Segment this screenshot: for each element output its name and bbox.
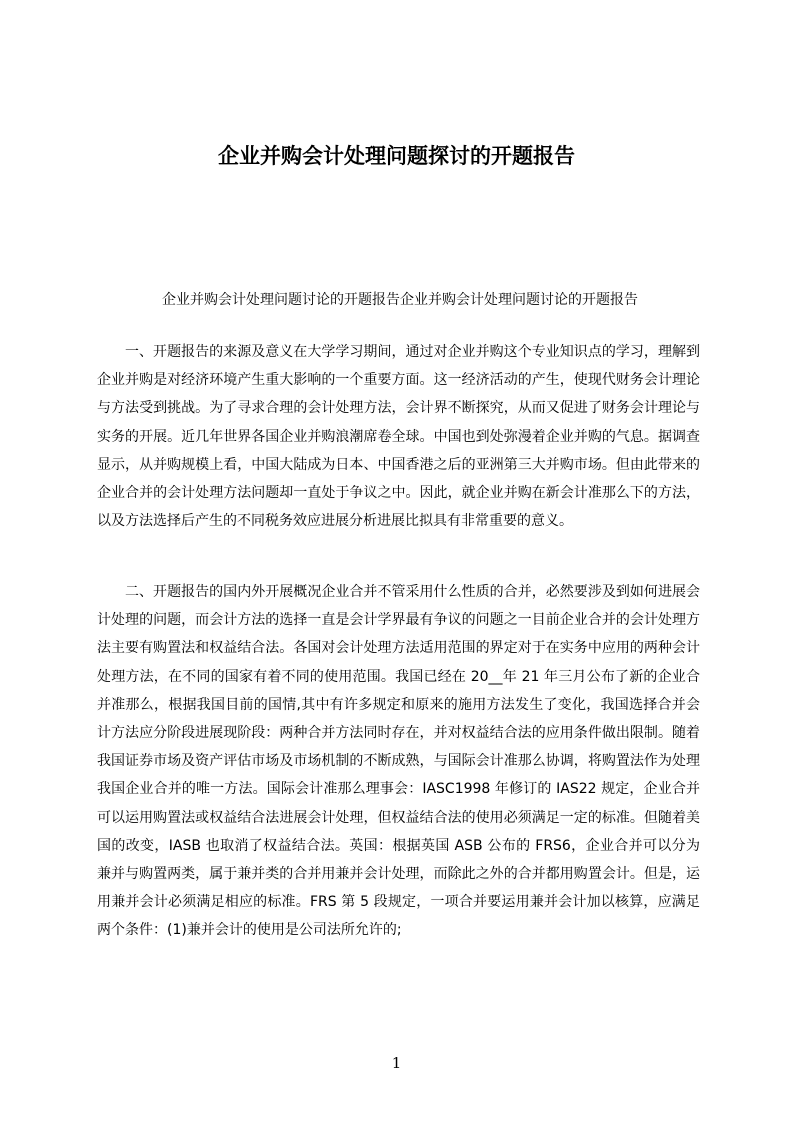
paragraph-domestic-and-foreign-overview: 二、开题报告的国内外开展概况企业合并不管采用什么性质的合并，必然要涉及到如何进展会计处理的问题，而会计方法的选择一直是会计学界最有争议的问题之一目前企业合并的会计处理方法主要有购置法和权益结合法。各国对会计处理方法适用范围的界定对于在实务中应用的两种会计处理方法，在不同的国家有着不同的使用范围。我国已经在 20__年 21 年三月公布了新的企业合并准那么，根据我国目前的国情,其中有许多规定和原来的施用方法发生了变化，我国选择合并会计方法应分阶段进展现阶段：两种合并方法同时存在，并对权益结合法的应用条件做出限制。随着我国证券市场及资产评估市场及市场机制的不断成熟，与国际会计准那么协调，将购置法作为处理我国企业合并的唯一方法。国际会计准那么理事会：IASC1998 年修订的 IAS22 规定，企业合并可以运用购置法或权益结合法进展会计处理，但权益结合法的使用必须满足一定的标准。但随着美国的改变，IASB 也取消了权益结合法。英国：根据英国 ASB 公布的 FRS6，企业合并可以分为兼并与购置两类，属于兼并类的合并用兼并会计处理，而除此之外的合并都用购置会计。但是，运用兼并会计必须满足相应的标准。FRS 第 5 段规定，一项合并要运用兼并会计加以核算，应满足两个条件：(1)兼并会计的使用是公司法所允许的; <box>97 584 700 939</box>
document-title: 企业并购会计处理问题探讨的开题报告 <box>218 144 575 168</box>
paragraph-source-and-significance: 一、开题报告的来源及意义在大学学习期间，通过对企业并购这个专业知识点的学习，理解到企业并购是对经济环境产生重大影响的一个重要方面。这一经济活动的产生，使现代财务会计理论与方法受到挑战。为了寻求合理的会计处理方法，会计界不断探究，从而又促进了财务会计理论与实务的开展。近几年世界各国企业并购浪潮席卷全球。中国也到处弥漫着企业并购的气息。据调查显示，从并购规模上看，中国大陆成为日本、中国香港之后的亚洲第三大并购市场。但由此带来的企业合并的会计处理方法问题却一直处于争议之中。因此，就企业并购在新会计准那么下的方法，以及方法选择后产生的不同税务效应进展分析进展比拟具有非常重要的意义。 <box>97 344 700 530</box>
page-number: 1 <box>391 1054 402 1072</box>
document-subtitle: 企业并购会计处理问题讨论的开题报告企业并购会计处理问题讨论的开题报告 <box>162 292 638 308</box>
